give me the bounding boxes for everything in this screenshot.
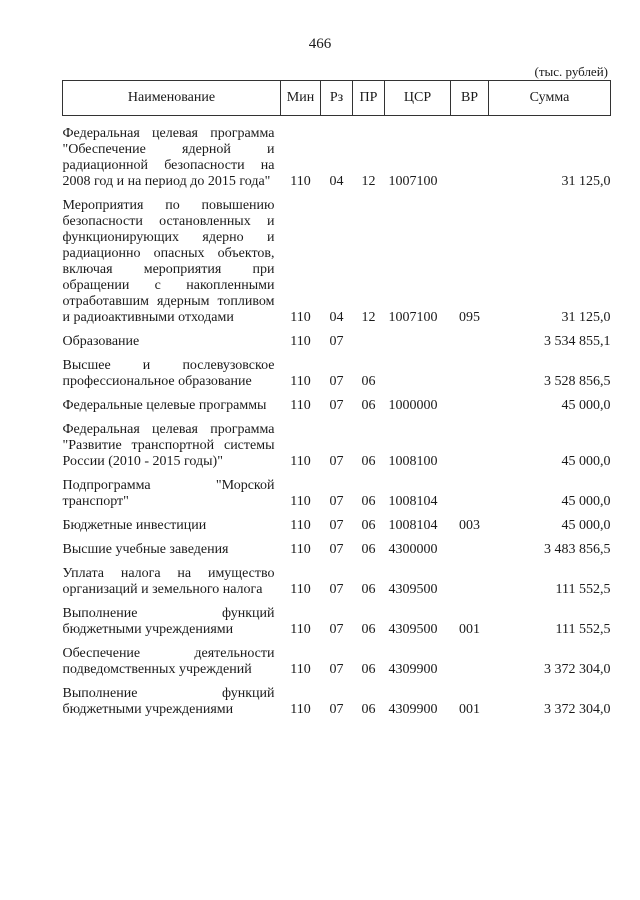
cell-name: Мероприятия по повышению безопасности остановленных и функционирующих ядерно и радиационно опасных объектов, включая мероприятия при обращении с накопленными отработавшим ядерным топливом и радиоактивными отходами: [62, 198, 275, 325]
cell-sum: 45 000,0: [561, 494, 611, 509]
table-row: [63, 470, 611, 510]
cell-sum: 31 125,0: [561, 174, 611, 189]
cell-sum: 111 552,5: [555, 582, 611, 597]
cell-pr: 06: [361, 542, 376, 557]
header-vr: ВР: [451, 81, 489, 116]
cell-sum: 31 125,0: [561, 310, 611, 325]
cell-csr: 1007100: [388, 174, 438, 189]
cell-name: Подпрограмма "Морской транспорт": [62, 478, 275, 509]
cell-min: 110: [290, 310, 311, 325]
cell-sum: 45 000,0: [561, 454, 611, 469]
table-row: [63, 116, 611, 191]
cell-min: 110: [290, 334, 311, 349]
cell-pr: 06: [361, 374, 376, 389]
cell-sum: 45 000,0: [561, 518, 611, 533]
cell-vr: [451, 350, 489, 390]
table-row: [63, 510, 611, 534]
cell-vr: 001: [459, 622, 480, 637]
cell-rz: 07: [329, 398, 344, 413]
cell-name: Федеральные целевые программы: [62, 398, 267, 413]
cell-name: Обеспечение деятельности подведомственных учреждений: [62, 646, 275, 677]
table-row: [63, 598, 611, 638]
cell-rz: 07: [329, 494, 344, 509]
cell-pr: 06: [361, 582, 376, 597]
cell-min: 110: [290, 174, 311, 189]
cell-name: Федеральная целевая программа "Обеспечение ядерной и радиационной безопасности на 2008 год и на период до 2015 года": [62, 126, 275, 189]
cell-pr: 06: [361, 702, 376, 717]
cell-rz: 07: [329, 518, 344, 533]
cell-vr: [451, 390, 489, 414]
cell-name: Высшее и послевузовское профессиональное образование: [62, 358, 275, 389]
cell-pr: [353, 326, 385, 350]
units-label: (тыс. рублей): [534, 64, 608, 79]
cell-name: Уплата налога на имущество организаций и земельного налога: [62, 566, 275, 597]
cell-rz: 07: [329, 622, 344, 637]
table-row: [63, 326, 611, 350]
cell-rz: 07: [329, 582, 344, 597]
cell-name: Выполнение функций бюджетными учреждениями: [62, 606, 275, 637]
cell-vr: [451, 558, 489, 598]
cell-csr: 4309900: [388, 702, 438, 717]
table-row: [63, 678, 611, 718]
cell-pr: 12: [361, 310, 376, 325]
cell-vr: [451, 326, 489, 350]
header-pr: ПР: [353, 81, 385, 116]
cell-rz: 04: [329, 310, 344, 325]
cell-min: 110: [290, 518, 311, 533]
cell-csr: 4309500: [388, 622, 438, 637]
cell-rz: 04: [329, 174, 344, 189]
cell-pr: 06: [361, 494, 376, 509]
cell-name: Бюджетные инвестиции: [62, 518, 207, 533]
header-min: Мин: [281, 81, 321, 116]
cell-min: 110: [290, 582, 311, 597]
cell-pr: 06: [361, 454, 376, 469]
cell-csr: 1008104: [388, 518, 438, 533]
table-row: [63, 638, 611, 678]
cell-vr: 003: [459, 518, 480, 533]
cell-vr: 001: [459, 702, 480, 717]
cell-csr: [385, 350, 451, 390]
table-row: [63, 190, 611, 326]
cell-min: 110: [290, 454, 311, 469]
budget-table: [62, 80, 611, 718]
cell-name: Высшие учебные заведения: [62, 542, 229, 557]
cell-csr: 1007100: [388, 310, 438, 325]
cell-sum: 3 483 856,5: [544, 542, 611, 557]
cell-min: 110: [290, 494, 311, 509]
header-sum: Сумма: [489, 81, 611, 116]
cell-pr: 12: [361, 174, 376, 189]
cell-name: Федеральная целевая программа "Развитие транспортной системы России (2010 - 2015 годы)": [62, 422, 275, 469]
cell-min: 110: [290, 398, 311, 413]
cell-min: 110: [290, 702, 311, 717]
table-row: [63, 390, 611, 414]
cell-rz: 07: [329, 454, 344, 469]
cell-csr: 1000000: [388, 398, 438, 413]
table-row: [63, 414, 611, 470]
cell-rz: 07: [329, 374, 344, 389]
cell-min: 110: [290, 662, 311, 677]
cell-vr: [451, 638, 489, 678]
cell-rz: 07: [329, 662, 344, 677]
header-csr: ЦСР: [385, 81, 451, 116]
cell-pr: 06: [361, 398, 376, 413]
cell-sum: 3 534 855,1: [544, 334, 611, 349]
header-rz: Рз: [321, 81, 353, 116]
page-number: 466: [308, 36, 332, 52]
table-row: [63, 558, 611, 598]
cell-csr: 4309500: [388, 582, 438, 597]
cell-csr: [385, 326, 451, 350]
cell-min: 110: [290, 622, 311, 637]
cell-vr: 095: [459, 310, 480, 325]
cell-vr: [451, 470, 489, 510]
cell-vr: [451, 414, 489, 470]
cell-sum: 3 372 304,0: [544, 702, 611, 717]
cell-pr: 06: [361, 662, 376, 677]
cell-csr: 1008104: [388, 494, 438, 509]
cell-rz: 07: [329, 334, 344, 349]
cell-name: Образование: [62, 334, 140, 349]
cell-csr: 4309900: [388, 662, 438, 677]
cell-pr: 06: [361, 622, 376, 637]
cell-csr: 1008100: [388, 454, 438, 469]
cell-rz: 07: [329, 542, 344, 557]
table-row: [63, 534, 611, 558]
cell-sum: 45 000,0: [561, 398, 611, 413]
cell-vr: [451, 116, 489, 191]
cell-sum: 3 372 304,0: [544, 662, 611, 677]
cell-sum: 111 552,5: [555, 622, 611, 637]
cell-name: Выполнение функций бюджетными учреждениями: [62, 686, 275, 717]
table-row: [63, 350, 611, 390]
table-header-row: [63, 81, 611, 116]
cell-rz: 07: [329, 702, 344, 717]
cell-min: 110: [290, 374, 311, 389]
cell-sum: 3 528 856,5: [544, 374, 611, 389]
cell-vr: [451, 534, 489, 558]
cell-min: 110: [290, 542, 311, 557]
cell-csr: 4300000: [388, 542, 438, 557]
header-name: Наименование: [63, 81, 281, 116]
cell-pr: 06: [361, 518, 376, 533]
